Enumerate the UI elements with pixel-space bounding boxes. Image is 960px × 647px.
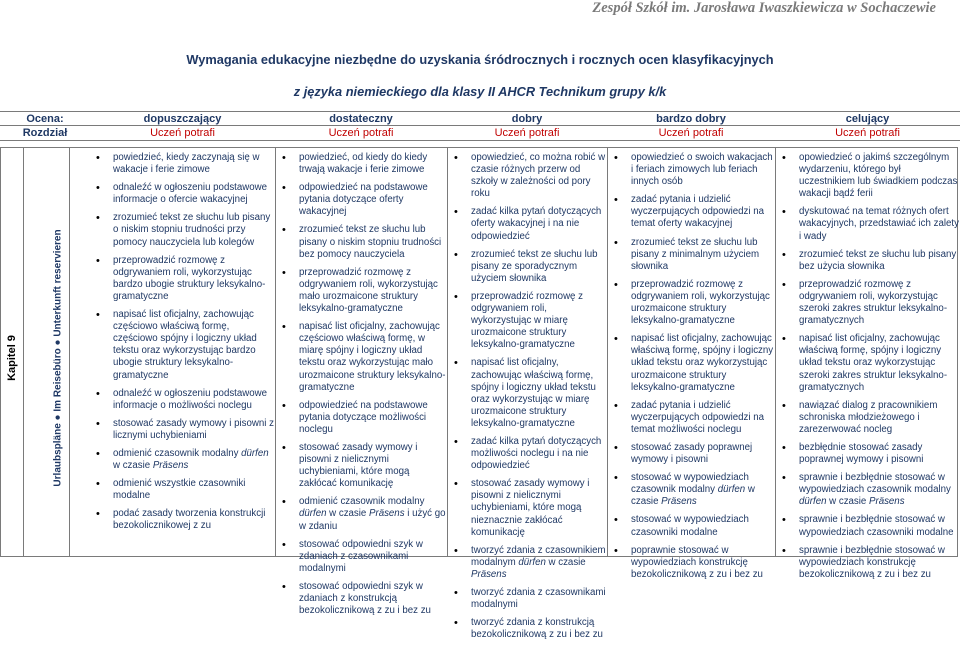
school-name: Zespół Szkół im. Jarosława Iwaszkiewicza w Sochaczewie bbox=[592, 0, 936, 16]
requirement-item: • opowiedzieć o jakimś szczególnym wydarzeniu, którego był uczestnikiem lub świadkiem podczas wakacji bądź ferii bbox=[775, 152, 959, 200]
requirement-item: • dyskutować na temat różnych ofert wakacyjnych, przedstawiać ich zalety i wady bbox=[775, 206, 959, 242]
requirement-item: • odnaleźć w ogłoszeniu podstawowe informacje o ofercie wakacyjnej bbox=[89, 182, 275, 206]
requirement-item: • odnaleźć w ogłoszeniu podstawowe informacje o możliwości noclegu bbox=[89, 388, 275, 412]
requirement-item: • odmienić czasownik modalny dürfen w czasie Präsens bbox=[89, 448, 275, 472]
requirement-item: • zadać kilka pytań dotyczących możliwości noclegu i na nie odpowiedzieć bbox=[447, 436, 607, 472]
requirement-item: • poprawnie stosować w wypowiedziach konstrukcję bezokolicznikową z zu i bez zu bbox=[607, 545, 775, 581]
chapter-label: Kapitel 9 bbox=[6, 335, 18, 381]
requirement-item: • stosować w wypowiedziach czasowniki modalne bbox=[607, 514, 775, 538]
requirement-item: • tworzyć zdania z czasownikiem modalnym dürfen w czasie Präsens bbox=[447, 545, 607, 581]
grade-header-cell: dopuszczający bbox=[143, 113, 222, 125]
grade-header-cell: dobry bbox=[511, 113, 543, 125]
requirement-item: • stosować odpowiedni szyk w zdaniach z konstrukcją bezokolicznikową z zu i bez zu bbox=[275, 581, 447, 617]
requirement-item: • przeprowadzić rozmowę z odgrywaniem roli, wykorzystując bardzo ubogie struktury leksykalno-gramatyczne bbox=[89, 255, 275, 303]
requirement-item: • przeprowadzić rozmowę z odgrywaniem roli, wykorzystując urozmaicone struktury leksykalno-gramatyczne bbox=[607, 279, 775, 327]
requirement-item: • zrozumieć tekst ze słuchu lub pisany bez użycia słownika bbox=[775, 249, 959, 273]
grade-column-dostateczny bbox=[275, 152, 447, 623]
requirement-item: • zadać pytania i udzielić wyczerpujących odpowiedzi na temat oferty wakacyjnej bbox=[607, 194, 775, 230]
requirement-item: • zrozumieć tekst ze słuchu lub pisany o niskim stopniu trudności bez pomocy nauczyciela bbox=[275, 224, 447, 260]
section-header-cell: Uczeń potrafi bbox=[835, 127, 900, 139]
requirement-item: • napisać list oficjalny, zachowując właściwą formę, spójny i logiczny układ tekstu oraz wykorzystując urozmaicone struktury leksykalno-gramatyczne bbox=[607, 333, 775, 393]
requirement-item: • stosować zasady poprawnej wymowy i pisowni bbox=[607, 442, 775, 466]
requirement-item: • podać zasady tworzenia konstrukcji bezokolicznikowej z zu bbox=[89, 508, 275, 532]
section-header-cell: Uczeń potrafi bbox=[328, 127, 394, 139]
requirement-item: • tworzyć zdania z konstrukcją bezokolicznikową z zu i bez zu bbox=[447, 617, 607, 641]
grade-label: Ocena: bbox=[26, 113, 64, 125]
section-header-cell: Uczeń potrafi bbox=[494, 127, 560, 139]
requirement-item: • napisać list oficjalny, zachowując częściowo właściwą formę, częściowo spójny i logiczny układ tekstu oraz wykorzystując bardzo ubogie struktury leksykalno-gramatyczne bbox=[89, 309, 275, 382]
requirement-item: • tworzyć zdania z czasownikami modalnymi bbox=[447, 587, 607, 611]
grade-column-celujacy bbox=[775, 152, 959, 587]
requirement-item: • przeprowadzić rozmowę z odgrywaniem roli, wykorzystując mało urozmaicone struktury leksykalno-gramatyczne bbox=[275, 267, 447, 315]
grade-header-cell: bardzo dobry bbox=[656, 113, 726, 125]
requirement-item: • zrozumieć tekst ze słuchu lub pisany ze sporadycznym użyciem słownika bbox=[447, 249, 607, 285]
requirement-item: • napisać list oficjalny, zachowując właściwą formę, spójny i logiczny układ tekstu oraz wykorzystując w miarę urozmaicone struktury leksykalno-gramatyczne bbox=[447, 357, 607, 430]
requirement-item: • stosować zasady wymowy i pisowni z licznymi uchybieniami bbox=[89, 418, 275, 442]
requirement-item: • stosować w wypowiedziach czasownik modalny dürfen w czasie Präsens bbox=[607, 472, 775, 508]
requirement-item: • odmienić czasownik modalny dürfen w czasie Präsens i użyć go w zdaniu bbox=[275, 496, 447, 532]
grade-column-bardzo-dobry bbox=[607, 152, 775, 587]
requirement-item: • zadać pytania i udzielić wyczerpujących odpowiedzi na temat możliwości noclegu bbox=[607, 400, 775, 436]
requirement-item: • sprawnie i bezbłędnie stosować w wypowiedziach czasowniki modalne bbox=[775, 514, 959, 538]
grade-header-cell: dostateczny bbox=[329, 113, 393, 125]
requirement-item: • powiedzieć, od kiedy do kiedy trwają wakacje i ferie zimowe bbox=[275, 152, 447, 176]
requirement-item: • stosować zasady wymowy i pisowni z nielicznymi uchybieniami, które mogą zakłócać komunikację bbox=[275, 442, 447, 490]
requirement-item: • powiedzieć, kiedy zaczynają się w wakacje i ferie zimowe bbox=[89, 152, 275, 176]
section-header-cell: Uczeń potrafi bbox=[658, 127, 724, 139]
requirement-item: • napisać list oficjalny, zachowując częściowo właściwą formę, w miarę spójny i logiczny układ tekstu oraz wykorzystując mało urozmaicone struktury leksykalno-gramatyczne bbox=[275, 321, 447, 394]
requirement-item: • sprawnie i bezbłędnie stosować w wypowiedziach konstrukcję bezokolicznikową z zu i bez zu bbox=[775, 545, 959, 581]
requirement-item: • przeprowadzić rozmowę z odgrywaniem roli, wykorzystując szeroki zakres struktur leksykalno-gramatycznych bbox=[775, 279, 959, 327]
section-header-cell: Uczeń potrafi bbox=[150, 127, 215, 139]
document-subtitle: z języka niemieckiego dla klasy II AHCR Technikum grupy k/k bbox=[293, 84, 667, 99]
requirement-item: • opowiedzieć, co można robić w czasie różnych przerw od szkoły w zależności od pory roku bbox=[447, 152, 607, 200]
document-title: Wymagania edukacyjne niezbędne do uzyskania śródrocznych i rocznych ocen klasyfikacyjnych bbox=[186, 52, 774, 67]
grade-column-dopuszczajacy bbox=[89, 152, 275, 539]
section-header-row bbox=[0, 126, 960, 141]
requirement-item: • stosować odpowiedni szyk w zdaniach z czasownikami modalnymi bbox=[275, 539, 447, 575]
requirement-item: • napisać list oficjalny, zachowując właściwą formę, spójny i logiczny układ tekstu oraz wykorzystując szeroki zakres struktur leksykalno-gramatycznych bbox=[775, 333, 959, 393]
grade-column-dobry bbox=[447, 152, 607, 647]
requirement-item: • stosować zasady wymowy i pisowni z nielicznymi uchybieniami, które mogą nieznacznie zakłócać komunikację bbox=[447, 478, 607, 538]
column-divider bbox=[23, 148, 24, 556]
requirement-item: • sprawnie i bezbłędnie stosować w wypowiedziach czasownik modalny dürfen w czasie Präsens bbox=[775, 472, 959, 508]
chapter-topic: Urlaubspläne ● Im Reisebüro ● Unterkunft reservieren bbox=[52, 229, 64, 487]
requirement-item: • nawiązać dialog z pracownikiem schroniska młodzieżowego i zarezerwować nocleg bbox=[775, 400, 959, 436]
column-divider bbox=[69, 148, 70, 556]
requirements-table bbox=[0, 147, 959, 641]
grade-header-cell: celujący bbox=[845, 113, 890, 125]
requirement-item: • zadać kilka pytań dotyczących oferty wakacyjnej i na nie odpowiedzieć bbox=[447, 206, 607, 242]
requirement-item: • odpowiedzieć na podstawowe pytania dotyczące oferty wakacyjnej bbox=[275, 182, 447, 218]
requirement-item: • odpowiedzieć na podstawowe pytania dotyczące możliwości noclegu bbox=[275, 400, 447, 436]
section-label: Rozdział bbox=[22, 127, 68, 139]
requirement-item: • zrozumieć tekst ze słuchu lub pisany z minimalnym użyciem słownika bbox=[607, 237, 775, 273]
requirement-item: • bezbłędnie stosować zasady poprawnej wymowy i pisowni bbox=[775, 442, 959, 466]
grade-header-row bbox=[0, 111, 960, 126]
requirement-item: • zrozumieć tekst ze słuchu lub pisany o niskim stopniu trudności przy pomocy nauczyciela lub kolegów bbox=[89, 212, 275, 248]
requirement-item: • odmienić wszystkie czasowniki modalne bbox=[89, 478, 275, 502]
requirement-item: • przeprowadzić rozmowę z odgrywaniem roli, wykorzystując w miarę urozmaicone struktury leksykalno-gramatyczne bbox=[447, 291, 607, 351]
requirement-item: • opowiedzieć o swoich wakacjach i feriach zimowych lub feriach innych osób bbox=[607, 152, 775, 188]
